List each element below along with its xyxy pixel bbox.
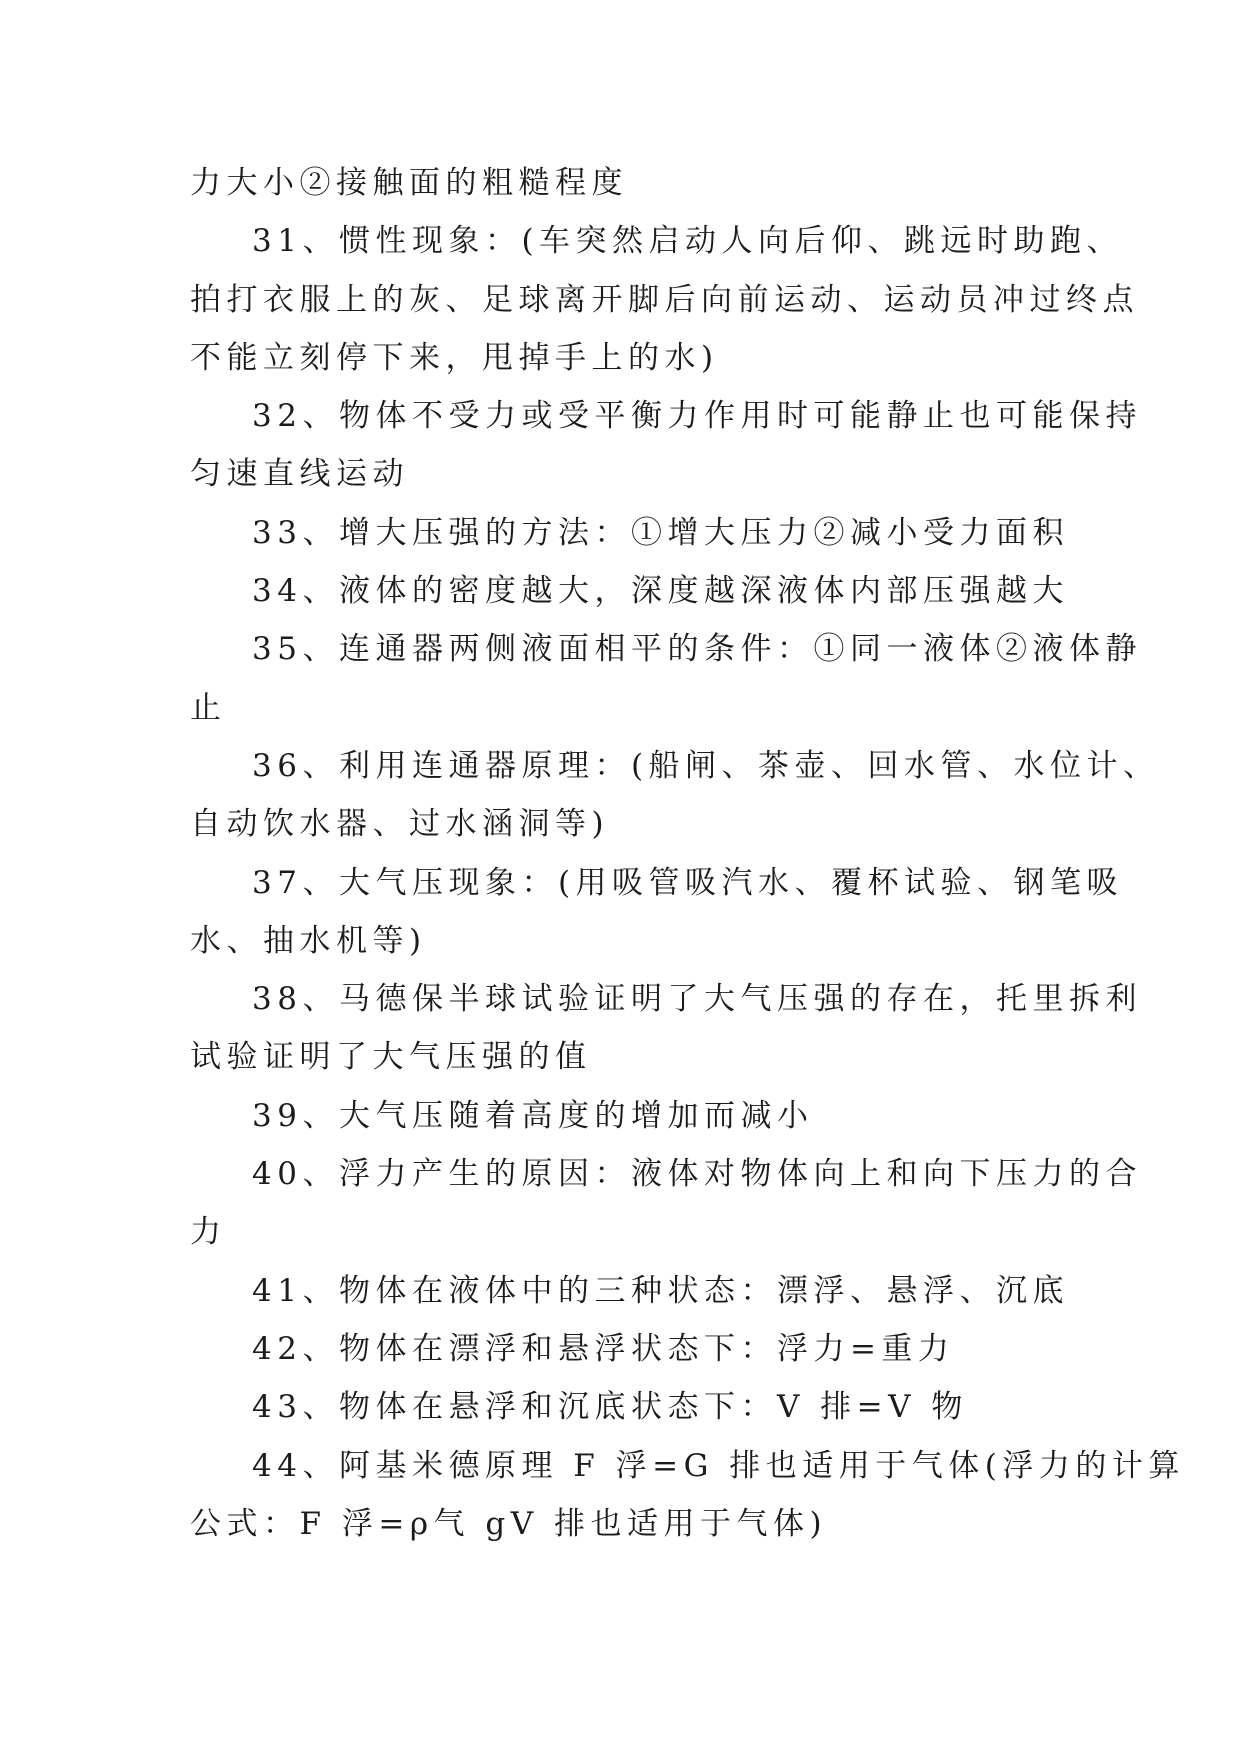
text-line: 拍打衣服上的灰、足球离开脚后向前运动、运动员冲过终点 — [190, 281, 1139, 318]
document-body — [190, 154, 1185, 1553]
paragraph-item-41 — [190, 1262, 1070, 1320]
text-line: 34、液体的密度越大，深度越深液体内部压强越大 — [252, 573, 1069, 610]
paragraph-continuation — [190, 154, 1070, 212]
text-line: 自动饮水器、过水涵洞等) — [190, 806, 610, 843]
text-line: 36、利用连通器原理：(船闸、茶壶、回水管、水位计、 — [252, 747, 1160, 784]
text-line: 匀速直线运动 — [190, 456, 409, 493]
paragraph-item-36 — [190, 737, 1160, 854]
text-line: 公式：F 浮=ρ气 gV 排也适用于气体) — [190, 1505, 828, 1542]
text-line: 35、连通器两侧液面相平的条件：①同一液体②液体静 — [252, 631, 1142, 668]
paragraph-item-37 — [190, 854, 1124, 971]
paragraph-item-44 — [190, 1437, 1185, 1554]
text-line: 力大小②接触面的粗糙程度 — [190, 165, 628, 201]
text-line: 37、大气压现象：(用吸管吸汽水、覆杯试验、钢笔吸 — [252, 864, 1124, 901]
text-line: 40、浮力产生的原因：液体对物体向上和向下压力的合 — [252, 1156, 1142, 1193]
paragraph-item-34 — [190, 562, 1070, 620]
text-line: 31、惯性现象：(车突然启动人向后仰、跳远时助跑、 — [252, 223, 1124, 260]
text-line: 44、阿基米德原理 F 浮=G 排也适用于气体(浮力的计算 — [252, 1447, 1185, 1484]
text-line: 不能立刻停下来，甩掉手上的水) — [190, 339, 719, 376]
text-line: 试验证明了大气压强的值 — [190, 1039, 592, 1076]
paragraph-item-39 — [190, 1087, 1070, 1145]
paragraph-item-31 — [190, 212, 1139, 387]
text-line: 43、物体在悬浮和沉底状态下：V 排=V 物 — [252, 1389, 968, 1426]
text-line: 38、马德保半球试验证明了大气压强的存在，托里拆利 — [252, 981, 1142, 1018]
text-line: 33、增大压强的方法：①增大压力②减小受力面积 — [252, 514, 1069, 551]
paragraph-item-40 — [190, 1145, 1142, 1262]
paragraph-item-42 — [190, 1320, 1070, 1378]
text-line: 力 — [190, 1214, 227, 1251]
text-line: 32、物体不受力或受平衡力作用时可能静止也可能保持 — [252, 398, 1142, 435]
paragraph-item-43 — [190, 1378, 1070, 1436]
paragraph-item-32 — [190, 387, 1142, 504]
text-line: 止 — [190, 689, 227, 726]
paragraph-item-38 — [190, 970, 1142, 1087]
text-line: 42、物体在漂浮和悬浮状态下：浮力=重力 — [252, 1330, 955, 1367]
text-line: 水、抽水机等) — [190, 922, 427, 959]
paragraph-item-35 — [190, 620, 1142, 737]
paragraph-item-33 — [190, 504, 1070, 562]
text-line: 41、物体在液体中的三种状态：漂浮、悬浮、沉底 — [252, 1272, 1069, 1309]
text-line: 39、大气压随着高度的增加而减小 — [252, 1097, 814, 1134]
